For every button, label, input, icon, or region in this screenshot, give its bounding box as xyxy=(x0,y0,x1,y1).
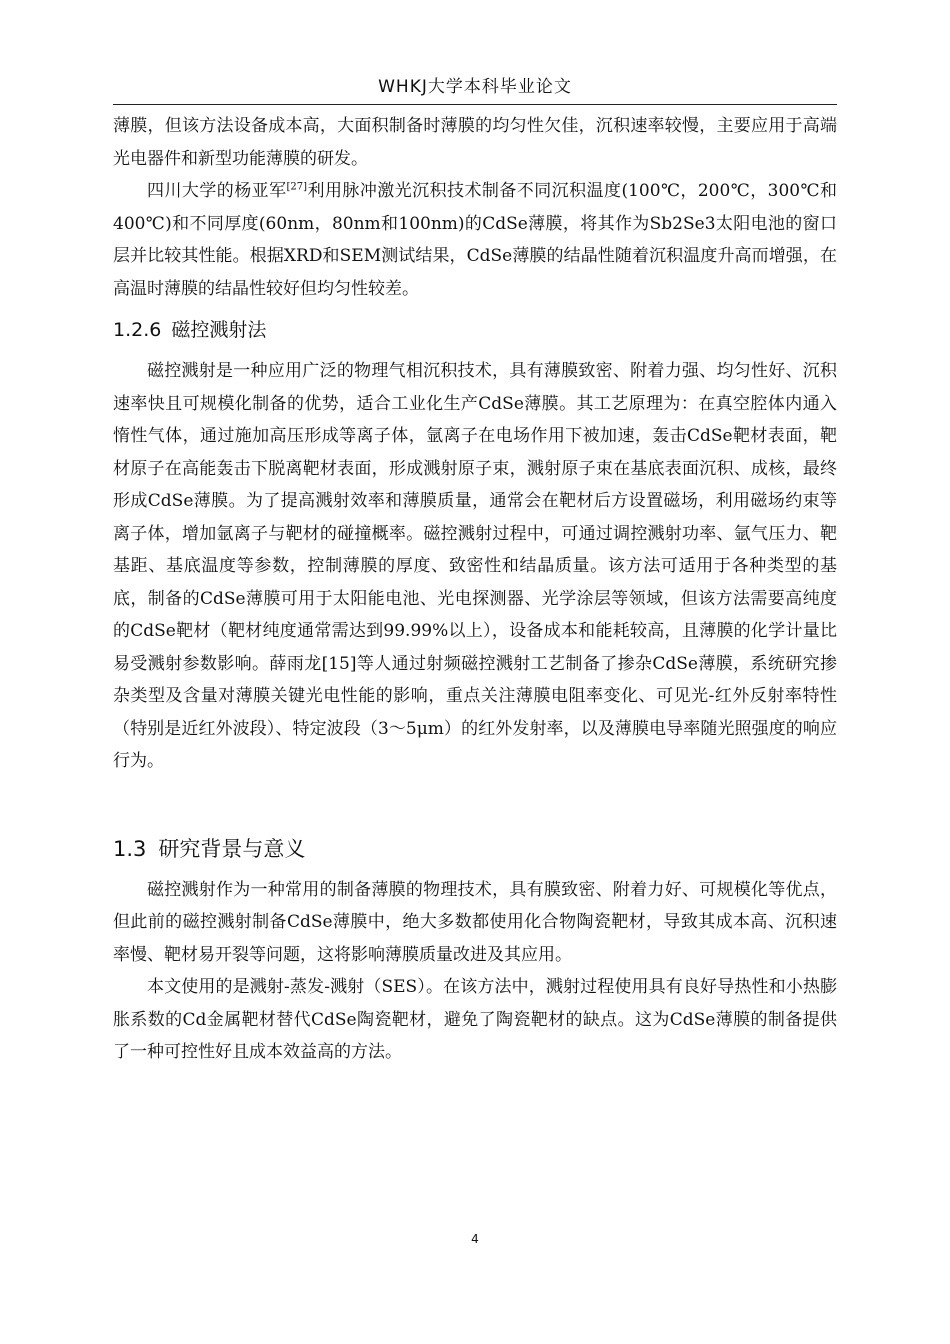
paragraph-ses-method: 本文使用的是溅射-蒸发-溅射（SES）。在该方法中，溅射过程使用具有良好导热性和小热膨胀系数的Cd金属靶材替代CdSe陶瓷靶材，避免了陶瓷靶材的缺点。这为CdSe薄膜的制备提供了一种可控性好且成本效益高的方法。 xyxy=(113,977,837,1062)
page-content xyxy=(113,110,837,1069)
page-number: 4 xyxy=(471,1232,479,1246)
paragraph-yang-yajun xyxy=(113,175,837,305)
section-number: 1.2.6 xyxy=(113,319,162,341)
paragraph-text: 利用脉冲激光沉积技术制备不同沉积温度(100℃，200℃，300℃和400℃)和不同厚度(60nm，80nm和100nm)的CdSe薄膜，将其作为Sb2Se3太阳电池的窗口层并比较其性能。根据XRD和SEM测试结果，CdSe薄膜的结晶性随着沉积温度升高而增强，在高温时薄膜的结晶性较好但均匀性较差。 xyxy=(113,181,837,299)
paragraph-continued: 薄膜，但该方法设备成本高，大面积制备时薄膜的均匀性欠佳，沉积速率较慢，主要应用于高端光电器件和新型功能薄膜的研发。 xyxy=(113,116,837,169)
section-heading-1-2-6 xyxy=(113,313,837,347)
paragraph-background: 磁控溅射作为一种常用的制备薄膜的物理技术，具有膜致密、附着力好、可规模化等优点，但此前的磁控溅射制备CdSe薄膜中，绝大多数都使用化合物陶瓷靶材，导致其成本高、沉积速率慢、靶材易开裂等问题，这将影响薄膜质量改进及其应用。 xyxy=(113,879,837,965)
running-header: WHKJ大学本科毕业论文 xyxy=(378,77,572,97)
header-rule xyxy=(113,104,837,105)
section-title: 磁控溅射法 xyxy=(171,319,267,341)
section-title: 研究背景与意义 xyxy=(158,836,306,861)
section-number: 1.3 xyxy=(113,836,147,861)
citation-ref: [27] xyxy=(286,181,308,193)
paragraph-magnetron-sputtering: 磁控溅射是一种应用广泛的物理气相沉积技术，具有薄膜致密、附着力强、均匀性好、沉积速率快且可规模化制备的优势，适合工业化生产CdSe薄膜。其工艺原理为：在真空腔体内通入惰性气体，通过施加高压形成等离子体，氩离子在电场作用下被加速，轰击CdSe靶材表面，靶材原子在高能轰击下脱离靶材表面，形成溅射原子束，溅射原子束在基底表面沉积、成核，最终形成CdSe薄膜。为了提高溅射效率和薄膜质量，通常会在靶材后方设置磁场，利用磁场约束等离子体，增加氩离子与靶材的碰撞概率。磁控溅射过程中，可通过调控溅射功率、氩气压力、靶基距、基底温度等参数，控制薄膜的厚度、致密性和结晶质量。该方法可适用于各种类型的基底，制备的CdSe薄膜可用于太阳能电池、光电探测器、光学涂层等领域，但该方法需要高纯度的CdSe靶材（靶材纯度通常需达到99.99%以上），设备成本和能耗较高，且薄膜的化学计量比易受溅射参数影响。薛雨龙[15]等人通过射频磁控溅射工艺制备了掺杂CdSe薄膜，系统研究掺杂类型及含量对薄膜关键光电性能的影响，重点关注薄膜电阻率变化、可见光-红外反射率特性（特别是近红外波段）、特定波段（3～5μm）的红外发射率，以及薄膜电导率随光照强度的响应行为。 xyxy=(113,361,837,771)
section-heading-1-3 xyxy=(113,830,837,868)
paragraph-text: 四川大学的杨亚军 xyxy=(147,181,287,201)
